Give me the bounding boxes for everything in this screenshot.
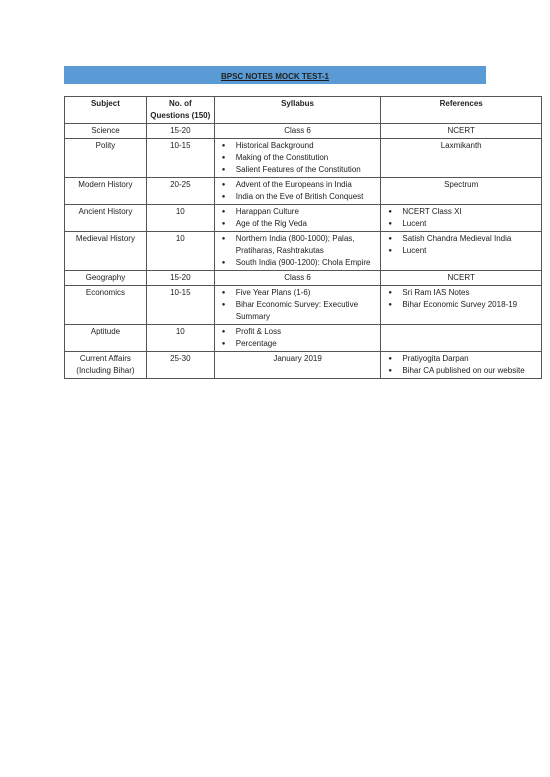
references-cell [381, 271, 542, 286]
questions-cell [146, 124, 214, 139]
bullet-list [218, 140, 378, 176]
bullet-list [218, 206, 378, 230]
document-title: BPSC NOTES MOCK TEST-1 [220, 72, 329, 81]
cell-text: NCERT [447, 273, 475, 282]
list-item: ● Bihar Economic Survey: Executive Summary [236, 299, 378, 323]
subject-cell [65, 271, 147, 286]
header-row [65, 97, 542, 124]
table-row [65, 139, 542, 178]
cell-text: 25-30 [170, 354, 191, 363]
syllabus-cell [214, 352, 381, 379]
list-item: ● Making of the Constitution [236, 152, 378, 164]
references-cell [381, 325, 542, 352]
syllabus-cell [214, 139, 381, 178]
syllabus-cell [214, 205, 381, 232]
list-item: ● Sri Ram IAS Notes [402, 287, 538, 299]
cell-text: Laxmikanth [440, 141, 482, 150]
questions-cell [146, 286, 214, 325]
subject-cell [65, 232, 147, 271]
table-row [65, 205, 542, 232]
subject-cell [65, 139, 147, 178]
list-item: ● Bihar Economic Survey 2018-19 [402, 299, 538, 311]
references-cell [381, 205, 542, 232]
header-syllabus: Syllabus [214, 97, 381, 124]
list-item: ● Harappan Culture [236, 206, 378, 218]
list-item: ● Satish Chandra Medieval India [402, 233, 538, 245]
list-item: ● Lucent [402, 245, 538, 257]
questions-cell [146, 325, 214, 352]
table-row [65, 232, 542, 271]
table-row [65, 286, 542, 325]
cell-text: Class 6 [284, 273, 311, 282]
bullet-list [384, 206, 538, 230]
cell-text: Polity [95, 141, 116, 150]
list-item: ● Salient Features of the Constitution [236, 164, 378, 176]
references-cell [381, 124, 542, 139]
bullet-list [384, 353, 538, 377]
syllabus-cell [214, 124, 381, 139]
cell-text: 15-20 [170, 273, 191, 282]
list-item: ● Bihar CA published on our website [402, 365, 538, 377]
header-references: References [381, 97, 542, 124]
cell-text: 10-15 [170, 141, 191, 150]
table-row [65, 271, 542, 286]
cell-text: Ancient History [78, 207, 133, 216]
list-item: ● Advent of the Europeans in India [236, 179, 378, 191]
questions-cell [146, 232, 214, 271]
questions-cell [146, 178, 214, 205]
header-subject: Subject [65, 97, 147, 124]
cell-text: January 2019 [273, 354, 322, 363]
syllabus-table [64, 96, 542, 379]
bullet-list [384, 233, 538, 257]
list-item: ● Northern India (800-1000); Palas, Pratiharas, Rashtrakutas [236, 233, 378, 257]
title-banner [64, 66, 486, 84]
bullet-list [218, 287, 378, 323]
cell-text: Spectrum [444, 180, 479, 189]
list-item: ● NCERT Class XI [402, 206, 538, 218]
cell-text: 10-15 [170, 288, 191, 297]
references-cell [381, 139, 542, 178]
cell-text: Science [91, 126, 120, 135]
table-row [65, 124, 542, 139]
questions-cell [146, 205, 214, 232]
cell-text: Medieval History [75, 234, 135, 243]
bullet-list [218, 179, 378, 203]
cell-text: Class 6 [284, 126, 311, 135]
references-cell [381, 352, 542, 379]
list-item: ● Age of the Rig Veda [236, 218, 378, 230]
cell-text: Aptitude [90, 327, 121, 336]
bullet-list [384, 287, 538, 311]
list-item: ● Pratiyogita Darpan [402, 353, 538, 365]
list-item: ● Lucent [402, 218, 538, 230]
references-cell [381, 178, 542, 205]
table-row [65, 352, 542, 379]
list-item: ● Profit & Loss [236, 326, 378, 338]
list-item: ● South India (900-1200): Chola Empire [236, 257, 378, 269]
cell-text: 15-20 [170, 126, 191, 135]
references-cell [381, 286, 542, 325]
header-questions: No. of Questions (150) [146, 97, 214, 124]
subject-cell [65, 178, 147, 205]
cell-text: 20-25 [170, 180, 191, 189]
subject-cell [65, 124, 147, 139]
questions-cell [146, 352, 214, 379]
cell-text: 10 [175, 327, 185, 336]
syllabus-cell [214, 232, 381, 271]
references-cell [381, 232, 542, 271]
syllabus-cell [214, 286, 381, 325]
syllabus-cell [214, 271, 381, 286]
syllabus-cell [214, 178, 381, 205]
subject-cell [65, 325, 147, 352]
cell-text: 10 [175, 207, 185, 216]
cell-text: NCERT [447, 126, 475, 135]
bullet-list [218, 326, 378, 350]
questions-cell [146, 139, 214, 178]
cell-text: Current Affairs (Including Bihar) [76, 354, 135, 375]
table-row [65, 325, 542, 352]
list-item: ● Five Year Plans (1-6) [236, 287, 378, 299]
bullet-list [218, 233, 378, 269]
cell-text: Geography [85, 273, 126, 282]
cell-text: Economics [85, 288, 125, 297]
syllabus-cell [214, 325, 381, 352]
list-item: ● Percentage [236, 338, 378, 350]
list-item: ● India on the Eve of British Conquest [236, 191, 378, 203]
list-item: ● Historical Background [236, 140, 378, 152]
questions-cell [146, 271, 214, 286]
subject-cell [65, 352, 147, 379]
table-row [65, 178, 542, 205]
subject-cell [65, 286, 147, 325]
cell-text: 10 [175, 234, 185, 243]
subject-cell [65, 205, 147, 232]
cell-text: Modern History [78, 180, 133, 189]
